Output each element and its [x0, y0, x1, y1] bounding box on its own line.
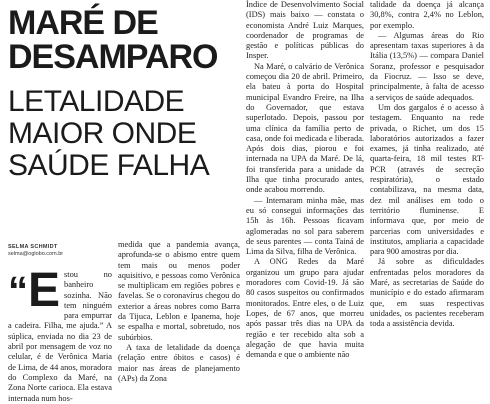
kicker-line-1: MARÉ DE: [8, 4, 158, 42]
byline: [8, 244, 63, 258]
paragraph: — Algumas áreas do Rio apresentam taxas superiores à da Itália (13,5%) — compara Daniel Soranz, professor e pesquisador da Fiocruz. — Isso se deve, principalmente, à falta de acesso a serviços de saúde adequados.: [370, 30, 484, 102]
article-column-1: [8, 264, 112, 403]
headline-line-3: SAÚDE FALHA: [8, 149, 210, 182]
author-email: selma@oglobo.com.br: [8, 251, 64, 257]
headline-line-1: LETALIDADE: [8, 85, 185, 118]
lead-paragraph: stou no banheiro sozinha. Não tem ninguém para empurrar a cadeira. Filha, me ajuda.” A súplica, enviada no dia 23 de abril por mensagem de voz no celular, é de Verônica Maria de Lima, de 44 anos, moradora do Complexo da Maré, na Zona Norte carioca. Ela estava internada num hos-: [8, 270, 112, 403]
article-column-2: [118, 240, 240, 398]
paragraph: Índice de Desenvolvimento Social (IDS) mais baixo — constata o economista André Luiz Marques, coordenador de programas de gestão e políticas públicas do Insper.: [246, 0, 364, 61]
drop-cap: [8, 264, 61, 317]
paragraph: medida que a pandemia avança, aprofunda-se o abismo entre quem tem mais ou menos poder aquisitivo, e pessoas como Verônica se multiplicam em regiões pobres e favelas. Se o coronavírus chegou do exterior a áreas nobres como Barra da Tijuca, Leblon e Ipanema, hoje se espalha e mortal, sobretudo, nos subúrbios.: [118, 240, 240, 342]
article-column-4: [370, 0, 484, 400]
paragraph: Um dos gargalos é o acesso à testagem. Enquanto na rede privada, o Richet, um dos 15 laboratórios autorizados a fazer exames, já tinha realizado, até quarta-feira, 18 mil testes RT-PCR (através de secreção respiratória), o estado contabilizava, na mesma data, dez mil análises em todo o território fluminense. E informava que, por meio de parcerias com universidades e institutos, ampliaria a capacidade para 900 amostras por dia.: [370, 102, 484, 257]
kicker-title: [8, 6, 234, 74]
author-name: SELMA SCHMIDT: [8, 244, 58, 250]
paragraph: talidade da doença já alcança 30,8%, contra 2,4% no Leblon, por exemplo.: [370, 0, 484, 30]
paragraph: Na Maré, o calvário de Verônica começou dia 20 de abril. Primeiro, ela bateu à porta do Hospital municipal Evandro Freire, na Ilha do Governador, que estava superlotado. Depois, passou por uma clínica da família perto de casa, onde foi medicada e liberada. Após dois dias, piorou e foi internada na UPA da Maré. De lá, foi transferida para a unidade da Ilha que tinha procurado antes, onde acabou morrendo.: [246, 61, 364, 195]
drop-cap-letter: E: [28, 264, 61, 317]
kicker-line-2: DESAMPARO: [8, 38, 218, 76]
paragraph: A taxa de letalidade da doença (relação entre óbitos e casos) é maior nas áreas de planejamento (APs) da Zona: [118, 342, 240, 383]
paragraph: Já sobre as dificuldades enfrentadas pelos moradores da Maré, as secretarias de Saúde do município e do estado afirmaram que, em suas respectivas unidades, os pacientes receberam toda a assistência devida.: [370, 257, 484, 329]
drop-cap-quote: “: [8, 269, 28, 313]
paragraph: A ONG Redes da Maré organizou um grupo para ajudar moradores com Covid-19. Já são 80 casos suspeitos ou confirmados monitorados. Entre eles, o de Luiz Lopes, de 67 anos, que morreu após passar três dias na UPA da região e ter recebido alta sob a alegação de que havia muita demanda e que o ambiente não: [246, 257, 364, 360]
headline-line-2: MAIOR ONDE: [8, 117, 197, 150]
article-column-3: [246, 0, 364, 400]
headline: [8, 86, 238, 182]
paragraph: — Internaram minha mãe, mas eu só consegui informações das 15h às 16h. Pessoas ficavam aglomeradas no sol para saberem de seus parentes — conta Tainá de Lima da Silva, filha de Verônica.: [246, 195, 364, 257]
